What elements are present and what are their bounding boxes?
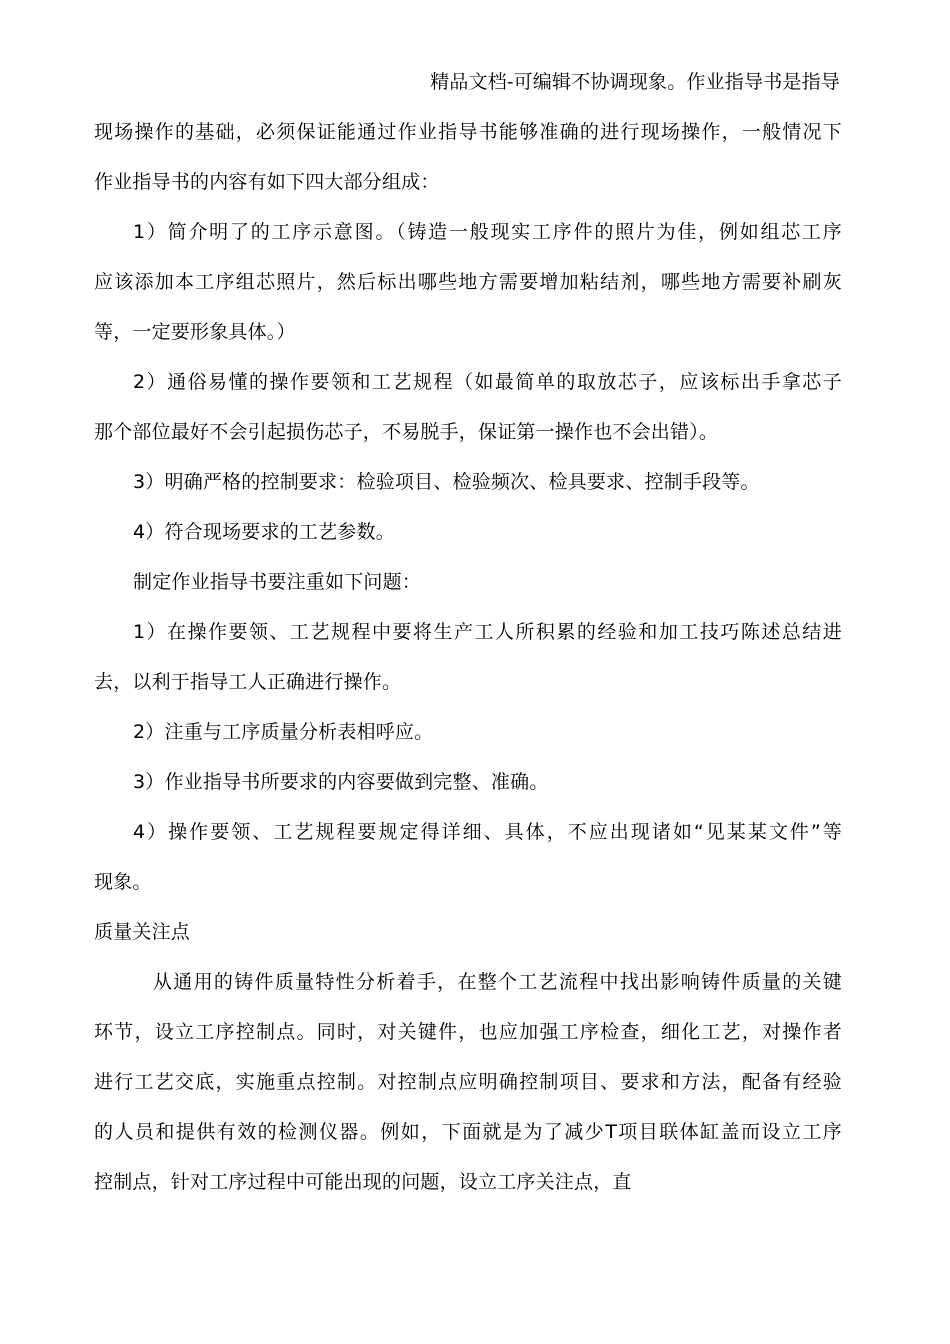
paragraph-line: 作业指导书的内容有如下四大部分组成： xyxy=(94,171,440,193)
header-line xyxy=(94,70,840,94)
paragraph-line: 进行工艺交底，实施重点控制。对控制点应明确控制项目、要求和方法，配备有经验 xyxy=(94,1071,842,1093)
list-item-line: 2）通俗易懂的操作要领和工艺规程（如最简单的取放芯子，应该标出手拿芯子 xyxy=(133,371,842,393)
paragraph-line: 的人员和提供有效的检测仪器。例如，下面就是为了减少T项目联体缸盖而设立工序 xyxy=(94,1121,842,1143)
watermark-text: 精品文档-可编辑 xyxy=(430,71,572,93)
list-item-line: 2）注重与工序质量分析表相呼应。 xyxy=(133,721,434,743)
paragraph-line: 制定作业指导书要注重如下问题： xyxy=(133,571,422,593)
paragraph-line: 去，以利于指导工人正确进行操作。 xyxy=(94,671,402,693)
list-item-line: 4）符合现场要求的工艺参数。 xyxy=(133,521,395,543)
paragraph-line: 环节，设立工序控制点。同时，对关键件，也应加强工序检查，细化工艺，对操作者 xyxy=(94,1021,842,1043)
list-item-line: 3）作业指导书所要求的内容要做到完整、准确。 xyxy=(133,771,549,793)
list-item-line: 1）在操作要领、工艺规程中要将生产工人所积累的经验和加工技巧陈述总结进 xyxy=(133,621,842,643)
paragraph-line: 等，一定要形象具体。） xyxy=(94,321,296,343)
paragraph-line: 应该添加本工序组芯照片，然后标出哪些地方需要增加粘结剂，哪些地方需要补刷灰 xyxy=(94,271,842,293)
paragraph-line: 控制点，针对工序过程中可能出现的问题，设立工序关注点，直 xyxy=(94,1171,632,1193)
paragraph-line: 从通用的铸件质量特性分析着手，在整个工艺流程中找出影响铸件质量的关键 xyxy=(153,971,842,993)
list-item-line: 1）简介明了的工序示意图。（铸造一般现实工序件的照片为佳，例如组芯工序 xyxy=(133,221,842,243)
continuation-text: 不协调现象。作业指导书是指导 xyxy=(571,71,840,93)
paragraph-line: 现象。 xyxy=(94,871,152,893)
section-heading: 质量关注点 xyxy=(94,921,191,943)
list-item-line: 4）操作要领、工艺规程要规定得详细、具体，不应出现诸如“见某某文件”等 xyxy=(133,821,842,843)
list-item-line: 3）明确严格的控制要求：检验项目、检验频次、检具要求、控制手段等。 xyxy=(133,471,760,493)
paragraph-line: 现场操作的基础，必须保证能通过作业指导书能够准确的进行现场操作，一般情况下 xyxy=(94,121,842,143)
paragraph-line: 那个部位最好不会引起损伤芯子，不易脱手，保证第一操作也不会出错）。 xyxy=(94,421,719,443)
